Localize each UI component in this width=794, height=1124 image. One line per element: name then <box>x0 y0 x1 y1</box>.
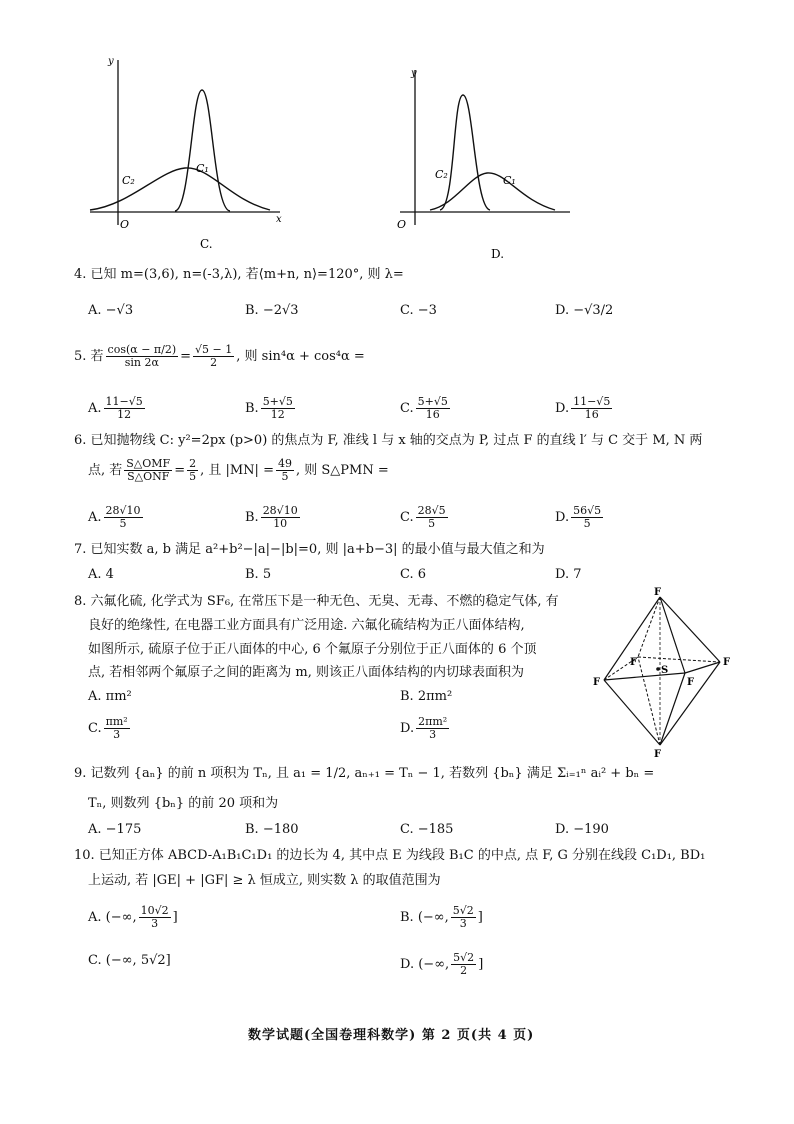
q8-d-num: 2πm² <box>418 715 448 728</box>
q7-option-b: B. 5 <box>245 567 272 582</box>
q6-ratio <box>124 458 172 483</box>
q5-d-letter: D. <box>555 401 570 416</box>
q8-option-d <box>400 716 451 741</box>
q10-b-pre: (−∞, <box>417 910 449 925</box>
q5-fraction <box>106 344 179 369</box>
q5-rhs-den: 2 <box>210 356 218 369</box>
label-y: y <box>411 68 417 79</box>
q6-option-c <box>400 505 450 530</box>
q6-tail: , 则 S△PMN = <box>295 463 389 478</box>
q4-option-b: B. −2√3 <box>245 303 299 318</box>
q6-ratio-val-num: 2 <box>189 457 197 470</box>
q5-a-letter: A. <box>88 401 102 416</box>
q6-option-b <box>245 505 302 530</box>
q10-option-b <box>400 905 483 930</box>
q10-b-frac <box>451 905 476 930</box>
q5-stem <box>74 344 365 369</box>
q6-line2 <box>88 458 389 483</box>
q8-line4: 点, 若相邻两个氟原子之间的距离为 m, 则该正八面体结构的内切球表面积为 <box>88 665 524 680</box>
q8-option-a: A. πm² <box>88 689 132 704</box>
q10-b-post: ] <box>477 910 483 925</box>
q8-d-frac <box>416 716 449 741</box>
q6-ratio-eq: = <box>174 463 186 478</box>
q5-option-a <box>88 396 147 421</box>
curve-c2 <box>90 168 270 210</box>
q10-d-den: 2 <box>460 964 468 977</box>
q10-a-num: 10√2 <box>140 904 169 917</box>
q5-c-frac <box>416 396 450 421</box>
q8-line3: 如图所示, 硫原子位于正八面体的中心, 6 个氟原子分别位于正八面体的 6 个顶 <box>88 642 537 657</box>
q8-line2: 良好的绝缘性, 在电器工业方面具有广泛用途. 六氟化硫结构为正八面体结构, <box>88 618 525 633</box>
q6-d-den: 5 <box>583 517 591 530</box>
q6-prefix: 点, 若 <box>88 463 123 478</box>
q10-a-frac <box>139 905 171 930</box>
q5-b-frac <box>261 396 295 421</box>
q10-b-den: 3 <box>459 917 467 930</box>
caption-c: C. <box>200 237 213 250</box>
q5-frac-den: sin 2α <box>124 356 159 369</box>
label-origin: O <box>397 218 407 231</box>
q9-option-a: A. −175 <box>88 822 142 837</box>
octahedron-figure <box>590 585 740 760</box>
q5-rhs <box>193 344 234 369</box>
label-f-left: F <box>593 677 601 688</box>
q10-option-a <box>88 905 178 930</box>
q7-option-c: C. 6 <box>400 567 427 582</box>
caption-d: D. <box>491 247 505 260</box>
q4-option-c: C. −3 <box>400 303 437 318</box>
q4-option-d: D. −√3/2 <box>555 303 614 318</box>
q6-option-a <box>88 505 145 530</box>
q6-c-frac <box>416 505 448 530</box>
graph-d <box>395 60 595 260</box>
q5-a-den: 12 <box>117 408 132 421</box>
q5-prefix: 5. 若 <box>74 349 104 364</box>
edge <box>660 597 685 673</box>
q6-b-letter: B. <box>245 510 259 525</box>
edge <box>660 597 720 662</box>
label-c1: C₁ <box>196 162 209 175</box>
q6-a-den: 5 <box>119 517 127 530</box>
page-footer: 数学试题(全国卷理科数学) 第 2 页(共 4 页) <box>248 1028 535 1043</box>
q9-option-b: B. −180 <box>245 822 299 837</box>
q6-a-letter: A. <box>88 510 102 525</box>
q6-d-frac <box>571 505 603 530</box>
q6-b-num: 28√10 <box>262 504 298 517</box>
q4-option-a: A. −√3 <box>88 303 134 318</box>
q6-mn-den: 5 <box>281 470 289 483</box>
graph-c <box>80 50 290 250</box>
q5-option-c <box>400 396 452 421</box>
label-origin: O <box>120 218 130 231</box>
q5-c-letter: C. <box>400 401 414 416</box>
label-c2: C₂ <box>435 168 448 181</box>
q6-d-letter: D. <box>555 510 570 525</box>
q6-d-num: 56√5 <box>573 504 602 517</box>
q10-line1: 10. 已知正方体 ABCD-A₁B₁C₁D₁ 的边长为 4, 其中点 E 为线段 B₁C 的中点, 点 F, G 分别在线段 C₁D₁, BD₁ <box>74 848 706 863</box>
q8-option-b: B. 2πm² <box>400 689 453 704</box>
q6-b-frac <box>261 505 300 530</box>
q6-c-letter: C. <box>400 510 414 525</box>
q8-c-den: 3 <box>113 728 121 741</box>
edge <box>604 680 660 745</box>
q10-option-c <box>88 952 171 970</box>
center-s <box>656 667 660 671</box>
q8-d-den: 3 <box>429 728 437 741</box>
q10-d-num: 5√2 <box>453 951 475 964</box>
q5-c-num: 5+√5 <box>417 395 448 408</box>
q6-option-d <box>555 505 605 530</box>
edge <box>685 662 720 673</box>
q9-line1: 9. 记数列 {aₙ} 的前 n 项积为 Tₙ, 且 a₁ = 1/2, aₙ₊₁ = Tₙ − 1, 若数列 {bₙ} 满足 Σᵢ₌₁ⁿ aᵢ² + bₙ = <box>74 766 655 781</box>
q6-ratio-val-den: 5 <box>189 470 197 483</box>
q10-d-post: ] <box>478 957 484 972</box>
q10-a-pre: (−∞, <box>105 910 137 925</box>
label-f-back: F <box>630 657 638 668</box>
q5-equals: = <box>180 349 192 364</box>
q6-b-den: 10 <box>273 517 288 530</box>
q10-a-post: ] <box>172 910 178 925</box>
edge-hidden <box>638 657 720 662</box>
q6-ratio-value <box>187 458 198 483</box>
q5-option-d <box>555 396 614 421</box>
q10-c-letter: C. <box>88 953 102 968</box>
q5-d-frac <box>571 396 612 421</box>
q6-line1: 6. 已知抛物线 C: y²=2px (p>0) 的焦点为 F, 准线 l 与 x 轴的交点为 P, 过点 F 的直线 l′ 与 C 交于 M, N 两 <box>74 433 703 448</box>
q8-c-letter: C. <box>88 721 102 736</box>
q4-stem: 4. 已知 m=(3,6), n=(-3,λ), 若⟨m+n, n⟩=120°, 则 λ= <box>74 267 404 282</box>
label-x: x <box>276 214 282 225</box>
q5-b-den: 12 <box>270 408 285 421</box>
q10-d-letter: D. <box>400 957 415 972</box>
q10-b-num: 5√2 <box>452 904 474 917</box>
q5-frac-num: cos(α − π/2) <box>107 343 177 356</box>
label-f-bottom: F <box>654 749 662 760</box>
q8-line1: 8. 六氟化硫, 化学式为 SF₆, 在常压下是一种无色、无臭、无毒、不燃的稳定气体, 有 <box>74 594 559 609</box>
q5-d-den: 16 <box>584 408 599 421</box>
q10-option-d <box>400 952 483 977</box>
q9-line2: Tₙ, 则数列 {bₙ} 的前 20 项和为 <box>88 796 279 811</box>
q6-mn-value <box>276 458 294 483</box>
q8-c-frac <box>104 716 130 741</box>
q5-b-num: 5+√5 <box>262 395 293 408</box>
q5-c-den: 16 <box>425 408 440 421</box>
q6-mn-num: 49 <box>277 457 292 470</box>
q9-option-c: C. −185 <box>400 822 454 837</box>
label-c2: C₂ <box>122 174 135 187</box>
q7-stem: 7. 已知实数 a, b 满足 a²+b²−|a|−|b|=0, 则 |a+b−3| 的最小值与最大值之和为 <box>74 542 545 557</box>
curve-c1 <box>175 90 230 211</box>
q10-c-pre: (−∞, 5√2] <box>105 953 171 968</box>
q5-d-num: 11−√5 <box>573 395 611 408</box>
q5-option-b <box>245 396 297 421</box>
curve-c2 <box>440 95 490 210</box>
q5-suffix: , 则 sin⁴α + cos⁴α = <box>236 349 365 364</box>
q10-line2: 上运动, 若 |GE| + |GF| ≥ λ 恒成立, 则实数 λ 的取值范围为 <box>88 873 441 888</box>
label-y: y <box>108 56 114 67</box>
label-f-top: F <box>654 587 662 598</box>
q10-b-letter: B. <box>400 910 414 925</box>
label-f-right: F <box>723 657 731 668</box>
edge <box>660 673 685 745</box>
label-s: S <box>661 665 669 676</box>
q7-option-d: D. 7 <box>555 567 582 582</box>
q6-a-frac <box>104 505 143 530</box>
edge <box>604 673 685 680</box>
q6-mn-text: , 且 |MN| = <box>200 463 274 478</box>
q8-d-letter: D. <box>400 721 415 736</box>
q8-c-num: πm² <box>105 715 128 728</box>
q5-a-num: 11−√5 <box>105 395 143 408</box>
q10-d-frac <box>451 952 476 977</box>
q10-d-pre: (−∞, <box>418 957 450 972</box>
q6-c-den: 5 <box>428 517 436 530</box>
q5-a-frac <box>104 396 145 421</box>
edge-hidden <box>638 597 660 657</box>
q7-option-a: A. 4 <box>88 567 114 582</box>
q5-b-letter: B. <box>245 401 259 416</box>
q6-ratio-num: S△OMF <box>126 457 171 470</box>
q6-ratio-den: S△ONF <box>127 470 170 483</box>
q8-option-c <box>88 716 132 741</box>
q6-c-num: 28√5 <box>417 504 446 517</box>
q9-option-d: D. −190 <box>555 822 609 837</box>
q6-a-num: 28√10 <box>105 504 141 517</box>
label-f-front: F <box>687 677 695 688</box>
label-c1: C₁ <box>503 174 516 187</box>
q10-a-letter: A. <box>88 910 102 925</box>
q10-a-den: 3 <box>151 917 159 930</box>
q5-rhs-num: √5 − 1 <box>195 343 233 356</box>
